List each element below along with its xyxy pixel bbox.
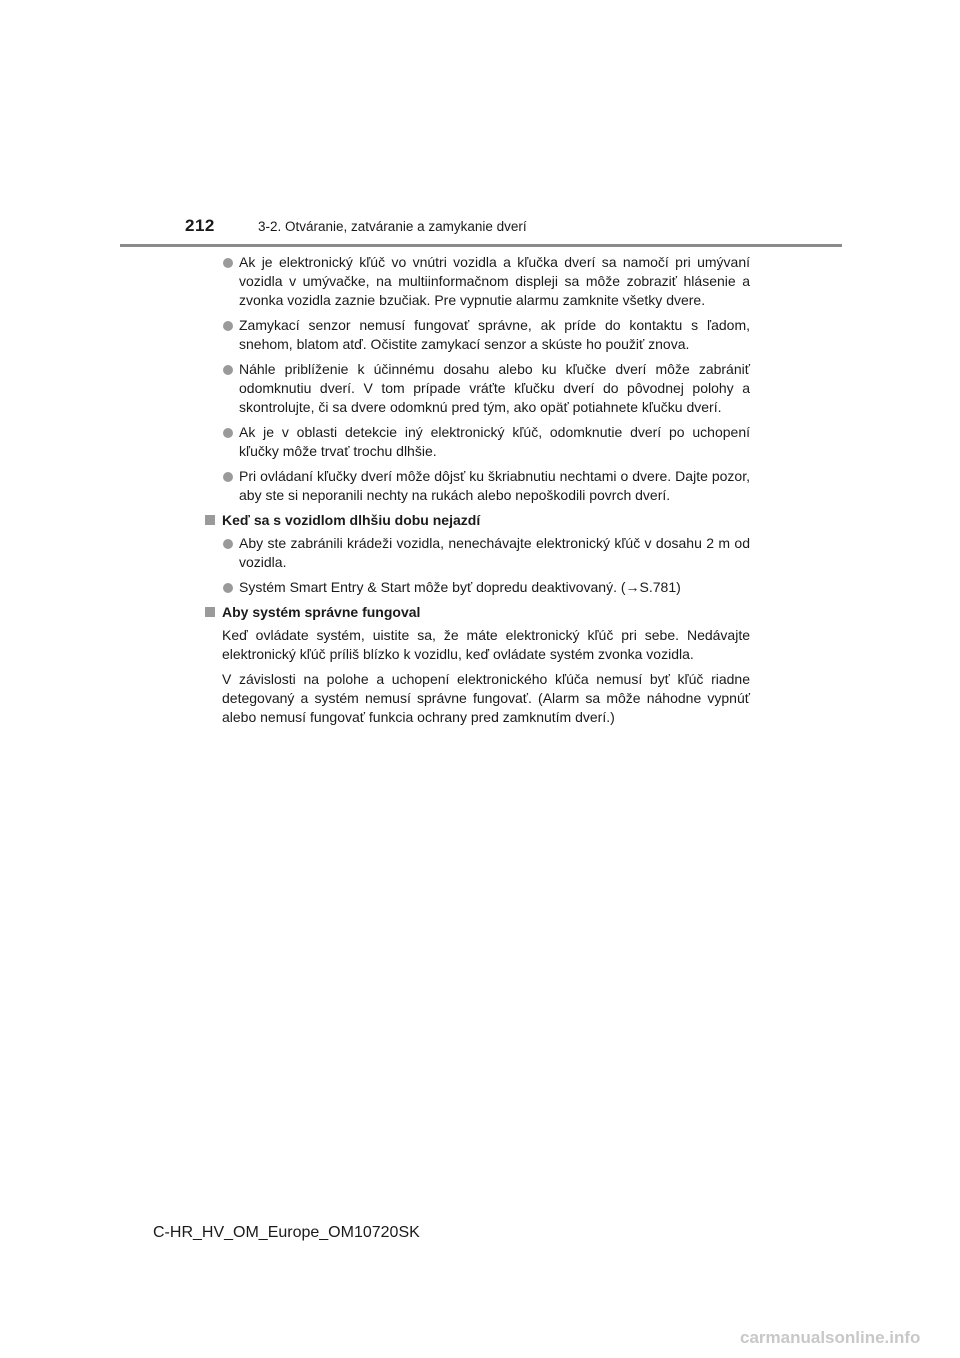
paragraph: Keď ovládate systém, uistite sa, že máte elektronický kľúč pri sebe. Nedávajte elektronický kľúč príliš blízko k vozidlu, keď ovládate systém zvonka vozidla. [222,627,750,662]
bullet-text: Ak je v oblasti detekcie iný elektronický kľúč, odomknutie dverí po uchopení kľučky môže trvať trochu dlhšie. [239,424,750,459]
paragraph: V závislosti na polohe a uchopení elektronického kľúča nemusí byť kľúč riadne detegovaný a systém nemusí správne fungovať. (Alarm sa môže náhodne vypnúť alebo nemusí fungovať funkcia ochrany pred zamknutím dverí.) [222,671,750,725]
bullet-dot-icon [223,583,233,593]
bullet-item [222,360,750,417]
bullet-item [222,467,750,505]
section-heading [205,603,750,622]
heading-text: Aby systém správne fungoval [222,604,421,620]
bullet-dot-icon [223,321,233,331]
bullet-item [222,534,750,572]
page-content [222,253,750,733]
square-bullet-icon [205,515,215,525]
section-heading [205,511,750,530]
page-number: 212 [185,216,215,235]
header-divider [120,244,842,247]
bullet-item [222,578,750,597]
heading-text: Keď sa s vozidlom dlhšiu dobu nejazdí [222,512,481,528]
bullet-item [222,316,750,354]
section-title: 3-2. Otváranie, zatváranie a zamykanie dverí [258,219,527,234]
bullet-dot-icon [223,258,233,268]
document-code: C-HR_HV_OM_Europe_OM10720SK [153,1224,420,1241]
bullet-dot-icon [223,428,233,438]
watermark: carmanualsonline.info [740,1328,921,1347]
bullet-text: Systém Smart Entry & Start môže byť dopredu deaktivovaný. (→S.781) [239,579,681,595]
bullet-text: Náhle priblíženie k účinnému dosahu alebo ku kľučke dverí môže zabrániť odomknutiu dverí. V tom prípade vráťte kľučku dverí do pôvodnej polohy a skontrolujte, či sa dvere odomknú pred tým, ako opäť potiahnete kľučku dverí. [239,361,750,415]
bullet-item [222,253,750,310]
bullet-dot-icon [223,539,233,549]
bullet-text: Aby ste zabránili krádeži vozidla, nenechávajte elektronický kľúč v dosahu 2 m od vozidla. [239,535,750,570]
bullet-dot-icon [223,365,233,375]
bullet-text: Ak je elektronický kľúč vo vnútri vozidla a kľučka dverí sa namočí pri umývaní vozidla v umývačke, na multiinformačnom displeji sa môže zobraziť hlásenie a zvonka vozidla zaznie bzučiak. Pre vypnutie alarmu zamknite všetky dvere. [239,254,750,308]
square-bullet-icon [205,607,215,617]
bullet-text: Pri ovládaní kľučky dverí môže dôjsť ku škriabnutiu nechtami o dvere. Dajte pozor, aby ste si neporanili nechty na rukách alebo nepoškodili povrch dverí. [239,468,750,503]
bullet-dot-icon [223,472,233,482]
bullet-item [222,423,750,461]
bullet-text: Zamykací senzor nemusí fungovať správne, ak príde do kontaktu s ľadom, snehom, blatom atď. Očistite zamykací senzor a skúste ho použiť znova. [239,317,750,352]
